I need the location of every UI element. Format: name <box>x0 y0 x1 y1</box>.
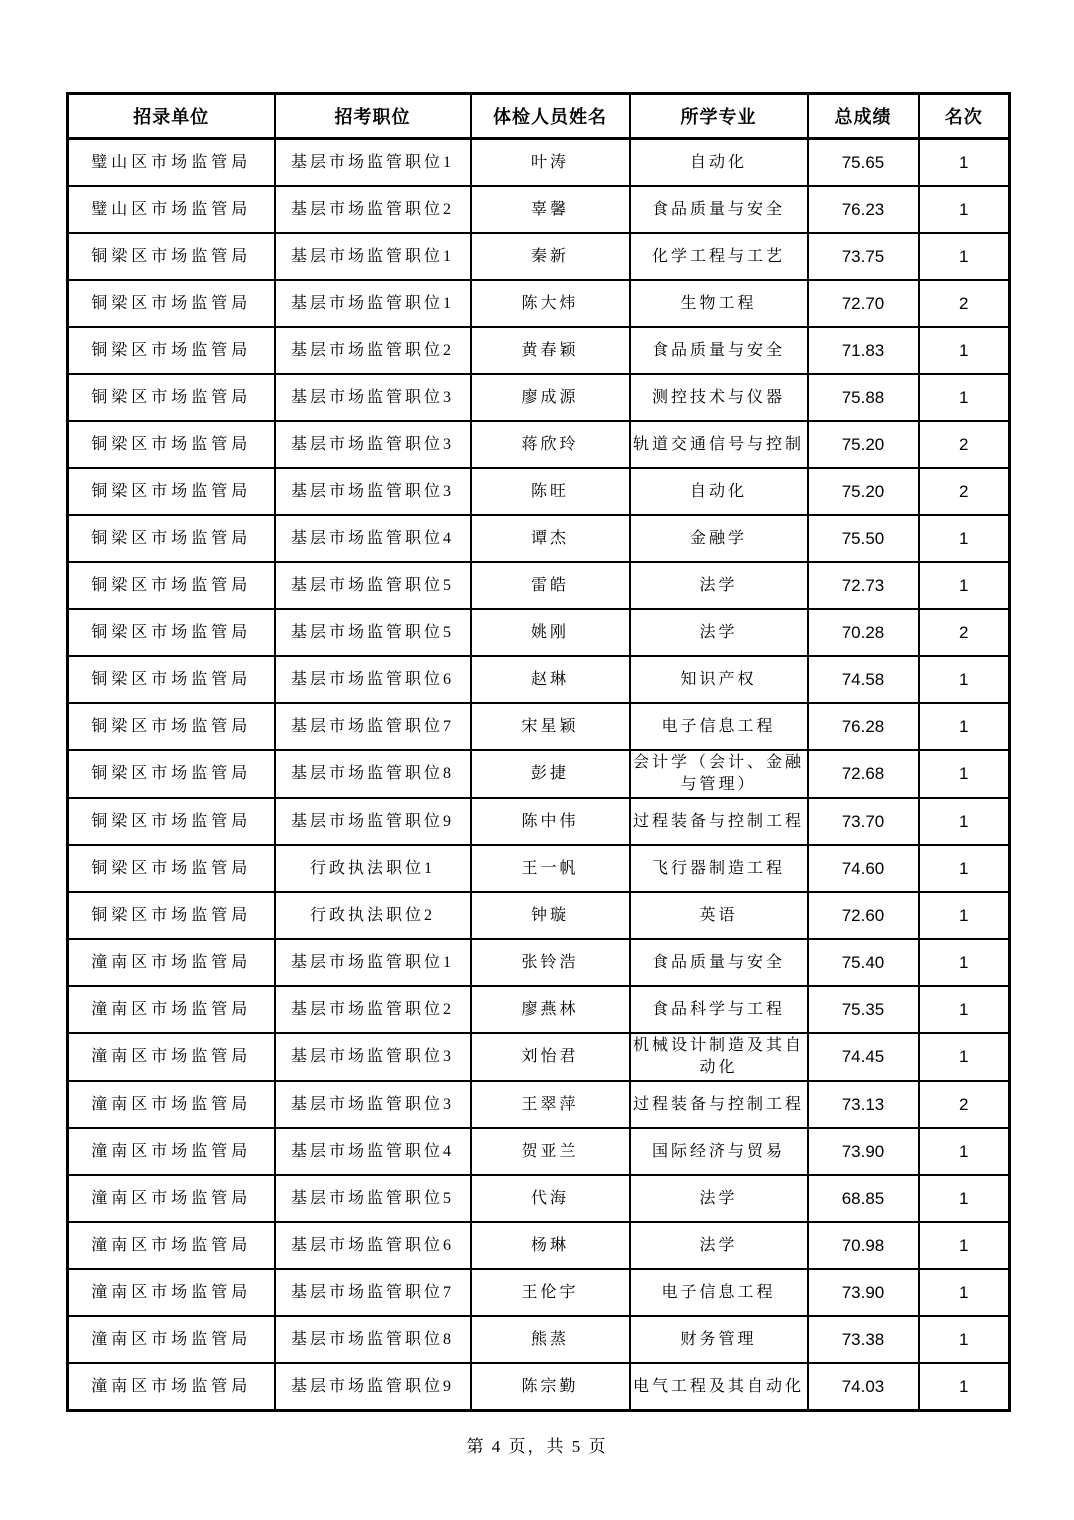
cell-score: 72.68 <box>808 750 919 798</box>
cell-position: 基层市场监管职位2 <box>275 986 471 1033</box>
cell-major: 过程装备与控制工程 <box>630 798 808 845</box>
cell-major: 生物工程 <box>630 280 808 327</box>
table-row <box>68 1269 1010 1316</box>
cell-unit: 潼南区市场监管局 <box>68 1269 275 1316</box>
cell-score: 75.35 <box>808 986 919 1033</box>
cell-position: 基层市场监管职位4 <box>275 1128 471 1175</box>
table-row <box>68 798 1010 845</box>
cell-name: 赵琳 <box>471 656 630 703</box>
cell-unit: 潼南区市场监管局 <box>68 1363 275 1411</box>
table-header-row <box>68 94 1010 139</box>
cell-position: 基层市场监管职位1 <box>275 139 471 187</box>
cell-score: 74.58 <box>808 656 919 703</box>
cell-position: 基层市场监管职位1 <box>275 939 471 986</box>
cell-unit: 潼南区市场监管局 <box>68 986 275 1033</box>
cell-rank: 1 <box>919 327 1010 374</box>
table-row <box>68 1175 1010 1222</box>
cell-score: 70.28 <box>808 609 919 656</box>
cell-score: 75.88 <box>808 374 919 421</box>
cell-rank: 1 <box>919 939 1010 986</box>
cell-rank: 1 <box>919 1222 1010 1269</box>
cell-name: 王翠萍 <box>471 1081 630 1128</box>
page-number-footer: 第 4 页，共 5 页 <box>466 1437 608 1456</box>
cell-score: 73.90 <box>808 1269 919 1316</box>
cell-rank: 2 <box>919 421 1010 468</box>
cell-score: 76.28 <box>808 703 919 750</box>
table-row <box>68 939 1010 986</box>
cell-position: 基层市场监管职位4 <box>275 515 471 562</box>
cell-major: 过程装备与控制工程 <box>630 1081 808 1128</box>
column-header-unit: 招录单位 <box>68 94 275 139</box>
table-row <box>68 1316 1010 1363</box>
cell-score: 72.60 <box>808 892 919 939</box>
cell-major: 电气工程及其自动化 <box>630 1363 808 1411</box>
cell-score: 73.38 <box>808 1316 919 1363</box>
cell-position: 基层市场监管职位6 <box>275 1222 471 1269</box>
cell-unit: 铜梁区市场监管局 <box>68 562 275 609</box>
table-row <box>68 1081 1010 1128</box>
table-row <box>68 892 1010 939</box>
cell-score: 73.75 <box>808 233 919 280</box>
cell-major: 国际经济与贸易 <box>630 1128 808 1175</box>
cell-rank: 1 <box>919 186 1010 233</box>
cell-position: 基层市场监管职位8 <box>275 1316 471 1363</box>
cell-unit: 铜梁区市场监管局 <box>68 656 275 703</box>
cell-unit: 铜梁区市场监管局 <box>68 280 275 327</box>
cell-position: 基层市场监管职位9 <box>275 798 471 845</box>
cell-unit: 铜梁区市场监管局 <box>68 468 275 515</box>
cell-major: 食品质量与安全 <box>630 939 808 986</box>
cell-name: 黄春颖 <box>471 327 630 374</box>
cell-name: 陈大炜 <box>471 280 630 327</box>
table-row <box>68 750 1010 798</box>
cell-name: 蒋欣玲 <box>471 421 630 468</box>
cell-major: 飞行器制造工程 <box>630 845 808 892</box>
table-row <box>68 656 1010 703</box>
cell-name: 杨琳 <box>471 1222 630 1269</box>
cell-rank: 1 <box>919 656 1010 703</box>
cell-rank: 1 <box>919 798 1010 845</box>
cell-major: 法学 <box>630 562 808 609</box>
table-row <box>68 1033 1010 1081</box>
cell-rank: 1 <box>919 1175 1010 1222</box>
cell-unit: 铜梁区市场监管局 <box>68 374 275 421</box>
cell-name: 姚刚 <box>471 609 630 656</box>
cell-name: 廖成源 <box>471 374 630 421</box>
cell-rank: 1 <box>919 1363 1010 1411</box>
cell-unit: 潼南区市场监管局 <box>68 1175 275 1222</box>
cell-rank: 2 <box>919 468 1010 515</box>
cell-rank: 1 <box>919 986 1010 1033</box>
cell-position: 基层市场监管职位3 <box>275 421 471 468</box>
cell-unit: 潼南区市场监管局 <box>68 939 275 986</box>
cell-name: 钟璇 <box>471 892 630 939</box>
cell-score: 75.50 <box>808 515 919 562</box>
cell-name: 叶涛 <box>471 139 630 187</box>
table-row <box>68 1128 1010 1175</box>
cell-rank: 1 <box>919 1033 1010 1081</box>
cell-position: 行政执法职位2 <box>275 892 471 939</box>
cell-major: 金融学 <box>630 515 808 562</box>
cell-rank: 1 <box>919 1269 1010 1316</box>
column-header-score: 总成绩 <box>808 94 919 139</box>
table-row <box>68 1363 1010 1411</box>
cell-position: 基层市场监管职位2 <box>275 186 471 233</box>
cell-rank: 1 <box>919 233 1010 280</box>
column-header-major: 所学专业 <box>630 94 808 139</box>
cell-unit: 铜梁区市场监管局 <box>68 327 275 374</box>
cell-score: 74.03 <box>808 1363 919 1411</box>
cell-score: 76.23 <box>808 186 919 233</box>
table-row <box>68 327 1010 374</box>
cell-position: 基层市场监管职位3 <box>275 468 471 515</box>
cell-major: 财务管理 <box>630 1316 808 1363</box>
cell-score: 72.73 <box>808 562 919 609</box>
cell-score: 75.20 <box>808 421 919 468</box>
cell-unit: 璧山区市场监管局 <box>68 186 275 233</box>
cell-unit: 铜梁区市场监管局 <box>68 703 275 750</box>
cell-score: 68.85 <box>808 1175 919 1222</box>
cell-rank: 2 <box>919 609 1010 656</box>
cell-major: 食品科学与工程 <box>630 986 808 1033</box>
cell-name: 陈旺 <box>471 468 630 515</box>
cell-position: 基层市场监管职位8 <box>275 750 471 798</box>
cell-score: 72.70 <box>808 280 919 327</box>
cell-major: 电子信息工程 <box>630 703 808 750</box>
cell-position: 基层市场监管职位5 <box>275 609 471 656</box>
cell-rank: 1 <box>919 703 1010 750</box>
column-header-position: 招考职位 <box>275 94 471 139</box>
cell-score: 75.65 <box>808 139 919 187</box>
cell-name: 谭杰 <box>471 515 630 562</box>
cell-score: 73.90 <box>808 1128 919 1175</box>
cell-name: 陈中伟 <box>471 798 630 845</box>
cell-rank: 1 <box>919 1128 1010 1175</box>
cell-rank: 1 <box>919 515 1010 562</box>
cell-position: 基层市场监管职位3 <box>275 1033 471 1081</box>
table-row <box>68 374 1010 421</box>
cell-major: 会计学（会计、金融与管理） <box>630 750 808 798</box>
cell-unit: 潼南区市场监管局 <box>68 1033 275 1081</box>
cell-unit: 铜梁区市场监管局 <box>68 798 275 845</box>
cell-score: 75.20 <box>808 468 919 515</box>
cell-unit: 铜梁区市场监管局 <box>68 892 275 939</box>
table-row <box>68 609 1010 656</box>
cell-position: 基层市场监管职位5 <box>275 1175 471 1222</box>
cell-rank: 1 <box>919 845 1010 892</box>
cell-position: 基层市场监管职位3 <box>275 374 471 421</box>
cell-name: 刘怡君 <box>471 1033 630 1081</box>
cell-score: 71.83 <box>808 327 919 374</box>
cell-major: 知识产权 <box>630 656 808 703</box>
cell-position: 基层市场监管职位6 <box>275 656 471 703</box>
cell-major: 食品质量与安全 <box>630 327 808 374</box>
cell-rank: 1 <box>919 892 1010 939</box>
cell-name: 辜馨 <box>471 186 630 233</box>
table-row <box>68 280 1010 327</box>
cell-unit: 铜梁区市场监管局 <box>68 421 275 468</box>
cell-major: 电子信息工程 <box>630 1269 808 1316</box>
cell-major: 机械设计制造及其自动化 <box>630 1033 808 1081</box>
table-row <box>68 233 1010 280</box>
cell-position: 基层市场监管职位2 <box>275 327 471 374</box>
cell-unit: 铜梁区市场监管局 <box>68 750 275 798</box>
cell-rank: 1 <box>919 1316 1010 1363</box>
cell-score: 74.45 <box>808 1033 919 1081</box>
table-row <box>68 1222 1010 1269</box>
cell-rank: 1 <box>919 750 1010 798</box>
cell-major: 法学 <box>630 1222 808 1269</box>
column-header-rank: 名次 <box>919 94 1010 139</box>
cell-name: 宋星颖 <box>471 703 630 750</box>
cell-major: 法学 <box>630 609 808 656</box>
cell-name: 陈宗勤 <box>471 1363 630 1411</box>
table-row <box>68 139 1010 187</box>
cell-unit: 铜梁区市场监管局 <box>68 845 275 892</box>
cell-unit: 铜梁区市场监管局 <box>68 233 275 280</box>
column-header-name: 体检人员姓名 <box>471 94 630 139</box>
cell-unit: 潼南区市场监管局 <box>68 1081 275 1128</box>
cell-name: 王伦宇 <box>471 1269 630 1316</box>
cell-score: 70.98 <box>808 1222 919 1269</box>
cell-score: 75.40 <box>808 939 919 986</box>
cell-major: 测控技术与仪器 <box>630 374 808 421</box>
cell-unit: 潼南区市场监管局 <box>68 1316 275 1363</box>
cell-name: 秦新 <box>471 233 630 280</box>
cell-major: 化学工程与工艺 <box>630 233 808 280</box>
cell-name: 代海 <box>471 1175 630 1222</box>
table-row <box>68 421 1010 468</box>
cell-score: 73.70 <box>808 798 919 845</box>
table-row <box>68 468 1010 515</box>
table-row <box>68 986 1010 1033</box>
cell-major: 轨道交通信号与控制 <box>630 421 808 468</box>
cell-name: 廖燕林 <box>471 986 630 1033</box>
cell-position: 基层市场监管职位1 <box>275 280 471 327</box>
cell-unit: 铜梁区市场监管局 <box>68 609 275 656</box>
cell-major: 法学 <box>630 1175 808 1222</box>
table-row <box>68 703 1010 750</box>
table-body <box>68 139 1010 1411</box>
cell-unit: 璧山区市场监管局 <box>68 139 275 187</box>
cell-rank: 1 <box>919 374 1010 421</box>
cell-position: 基层市场监管职位9 <box>275 1363 471 1411</box>
cell-position: 基层市场监管职位5 <box>275 562 471 609</box>
cell-unit: 潼南区市场监管局 <box>68 1128 275 1175</box>
cell-name: 熊蒸 <box>471 1316 630 1363</box>
results-table <box>66 92 1011 1412</box>
cell-major: 自动化 <box>630 468 808 515</box>
cell-position: 行政执法职位1 <box>275 845 471 892</box>
table-row <box>68 186 1010 233</box>
cell-name: 雷皓 <box>471 562 630 609</box>
cell-major: 自动化 <box>630 139 808 187</box>
table-row <box>68 562 1010 609</box>
cell-position: 基层市场监管职位1 <box>275 233 471 280</box>
cell-position: 基层市场监管职位7 <box>275 703 471 750</box>
cell-position: 基层市场监管职位3 <box>275 1081 471 1128</box>
cell-name: 王一帆 <box>471 845 630 892</box>
cell-score: 74.60 <box>808 845 919 892</box>
table-row <box>68 845 1010 892</box>
cell-unit: 铜梁区市场监管局 <box>68 515 275 562</box>
cell-name: 张铃浩 <box>471 939 630 986</box>
cell-name: 彭捷 <box>471 750 630 798</box>
cell-rank: 2 <box>919 1081 1010 1128</box>
cell-major: 食品质量与安全 <box>630 186 808 233</box>
cell-name: 贺亚兰 <box>471 1128 630 1175</box>
cell-rank: 1 <box>919 562 1010 609</box>
cell-unit: 潼南区市场监管局 <box>68 1222 275 1269</box>
table-row <box>68 515 1010 562</box>
cell-score: 73.13 <box>808 1081 919 1128</box>
cell-rank: 1 <box>919 139 1010 187</box>
cell-position: 基层市场监管职位7 <box>275 1269 471 1316</box>
cell-major: 英语 <box>630 892 808 939</box>
cell-rank: 2 <box>919 280 1010 327</box>
